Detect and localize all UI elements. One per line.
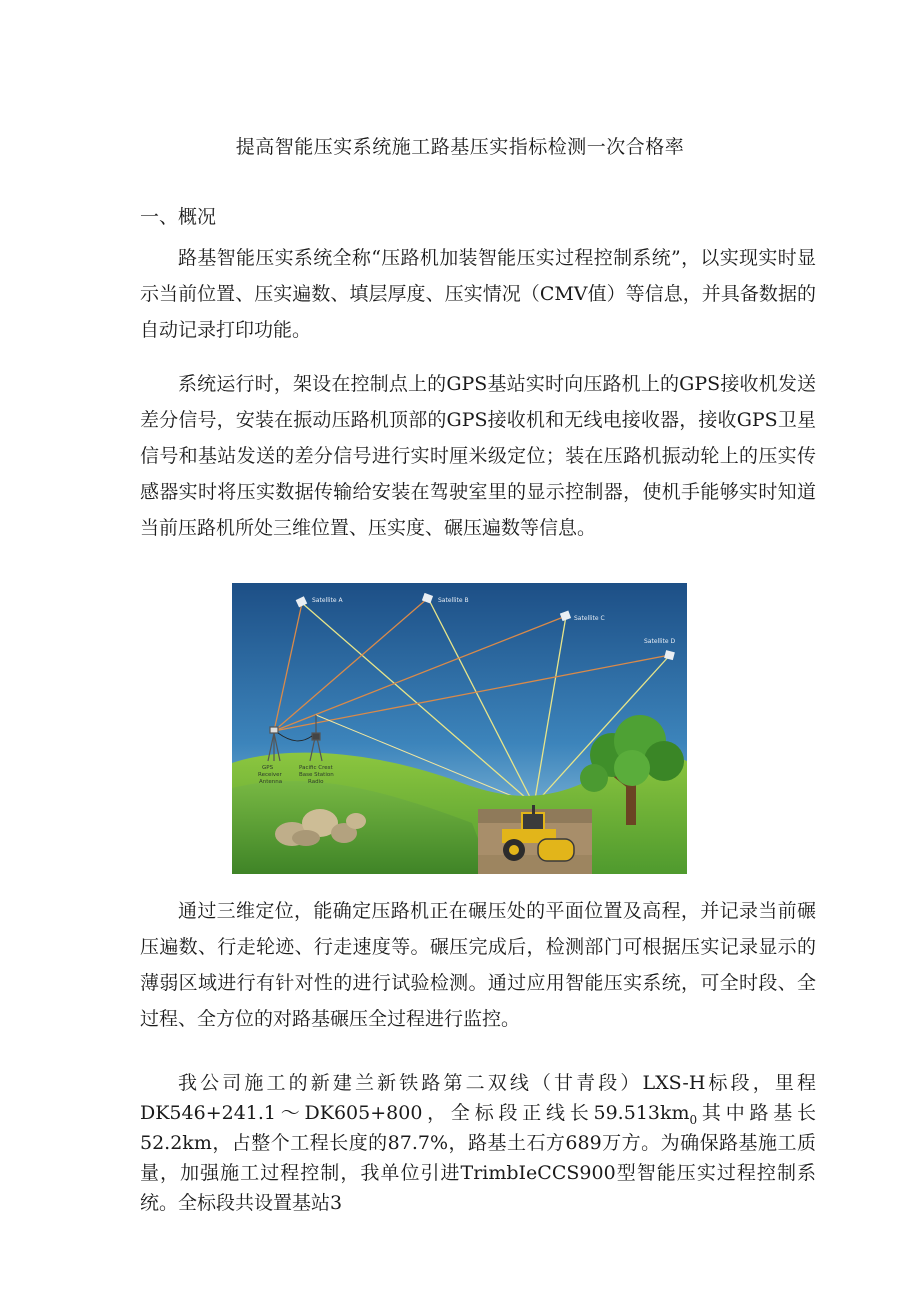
project-info-text-b: 其中路基长52.2km，占整个工程长度的87.7%，路基土石方689万方。为确保路基施工质量，加强施工过程控制，我单位引进TrimbIeCCS900型智能压实过程控制系统。全标段共设置基站3	[140, 1102, 816, 1214]
paragraph-overview: 路基智能压实系统全称“压路机加装智能压实过程控制系统”，以实现实时显示当前位置、压实遍数、填层厚度、压实情况（CMV值）等信息，并具备数据的自动记录打印功能。	[140, 247, 816, 341]
project-info-subscript: 0	[689, 1112, 698, 1127]
satellite-b-label: Satellite B	[438, 597, 469, 604]
project-info-text-a: 我公司施工的新建兰新铁路第二双线（甘青段）LXS-H标段，里程DK546+241.1～DK605+800，全标段正线长59.513km	[140, 1072, 816, 1124]
section-heading: 一、概况	[140, 206, 217, 228]
gps-label-line2: Receiver	[258, 772, 282, 778]
satellite-c-label: Satellite C	[574, 615, 605, 622]
base-label-line1: Pacific Crest	[299, 765, 333, 771]
document-title: 提高智能压实系统施工路基压实指标检测一次合格率	[235, 136, 685, 158]
satellite-a-label: Satellite A	[312, 597, 343, 604]
roller-photo	[478, 805, 592, 874]
gps-label-line3: Antenna	[259, 779, 283, 785]
paragraph-system-operation: 系统运行时，架设在控制点上的GPS基站实时向压路机上的GPS接收机发送差分信号，安装在振动压路机顶部的GPS接收机和无线电接收器，接收GPS卫星信号和基站发送的差分信号进行实时厘米级定位；装在压路机振动轮上的压实传感器实时将压实数据传输给安装在驾驶室里的显示控制器，使机手能够实时知道当前压路机所处三维位置、压实度、碾压遍数等信息。	[140, 373, 816, 539]
gps-system-illustration	[232, 583, 687, 874]
paragraph-project-info	[140, 1068, 816, 1218]
gps-label-line1: GPS	[262, 765, 274, 771]
base-label-line3: Radio	[308, 779, 324, 785]
paragraph-3d-positioning: 通过三维定位，能确定压路机正在碾压处的平面位置及高程，并记录当前碾压遍数、行走轮迹、行走速度等。碾压完成后，检测部门可根据压实记录显示的薄弱区域进行有针对性的进行试验检测。通过应用智能压实系统，可全时段、全过程、全方位的对路基碾压全过程进行监控。	[140, 900, 816, 1030]
satellite-d-label: Satellite D	[644, 638, 676, 645]
base-label-line2: Base Station	[299, 772, 334, 778]
